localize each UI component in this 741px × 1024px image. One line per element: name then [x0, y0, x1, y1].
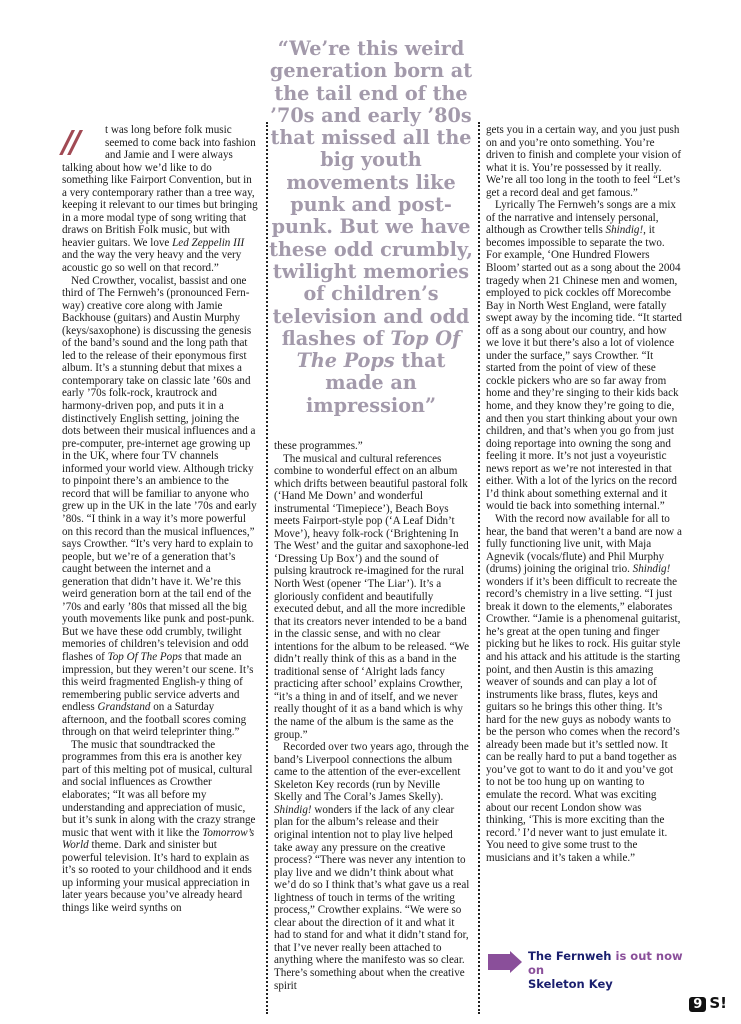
page-number: 9 [689, 997, 706, 1012]
pull-quote-text-1: “We’re this weird generation born at the tail end of the ’70s and early ’80s that missed all the big youth movements like punk and post-punk. But we have these odd crumbly, twilight memories of children’s television and odd flashes of [269, 37, 473, 350]
text-run: The music that soundtracked the programmes from this era is another key part of this melting pot of musical, cultural and social influences as Crowther elaborates; “It was all before my understanding and appreciation of music, but it’s sunk in along with the crazy strange music that went with it like the [62, 738, 256, 839]
text-run: wonders if the lack of any clear plan for the album’s release and their original intention not to play live helped take away any pressure on the creative process? “There was never any intention to play live and we didn’t think about what we’d do so I think that’s what gave us a real lightness of touch in terms of the writing process,” Crowther explains. “We were so clear about the direction of it and what it had to stand for and what it didn’t stand for, that I’ve never really been attached to anything where the manifesto was so clear. There’s something about when the creative spirit [274, 803, 470, 992]
pull-quote [268, 38, 474, 417]
text-run: Ned Crowther, vocalist, bassist and one third of The Fernweh’s (pronounced Fern-way) creative core along with Jamie Backhouse (guitars) and Austin Murphy (keys/saxophone) is discussing the genesis of the band’s sound and the long path that led to the release of their eponymous first album. It’s a stunning debut that mixes a contemporary take on classic late ’60s and early ’70s folk-rock, krautrock and harmony-driven pop, and puts it in a distinctively English setting, joining the dots between their musical influences and a pre-computer, pre-internet age growing up in the UK, where four TV channels informed your world view. Although tricky to pinpoint there’s an ambience to the record that will be familiar to anyone who grew up in the UK in the late ’70s and early ’80s. “I think in a way it’s more powerful on this record than the musical influences,” says Crowther. “It’s very hard to explain to people, but we’re of a generation that’s caught between the internet and a generation that didn’t have it. We’re this weird generation born at the tail end of the ’70s and early ’80s that missed all the big youth movements like punk and post-punk. But we have these odd crumbly, twilight memories of children’s television and odd flashes of [62, 274, 257, 663]
paragraph [62, 124, 258, 275]
magazine-logo: S! [709, 994, 727, 1012]
text-run: wonders if it’s been difficult to recreate the record’s chemistry in a live setting. “I just break it down to the elements,” elaborates Crowther. “Jamie is a phenomenal guitarist, he’s great at the open tuning and finger picking but he likes to rock. His guitar style and his attack and his attitude is the starting point, and then Austin is this amazing weaver of sounds and can play a lot of instruments like brass, flutes, keys and guitars so he brings this other thing. It’s hard for the new guys as nobody wants to be the person who comes when the record’s already been made but it’s settled now. It can be really hard to put a band together as you’ve got to want to do it and you’ve got to not be too hung up on wanting to emulate the record. What was exciting about our recent London show was thinking, ‘This is more exciting than the record.’ I’d never want to just emulate it. You need to give some trust to the musicians and it’s taken a while.” [486, 575, 681, 864]
availability-text [528, 949, 688, 991]
availability-callout [488, 949, 688, 991]
text-run: Recorded over two years ago, through the band’s Liverpool connections the album came to the attention of the ever-excellent Skeleton Key records (run by Neville Skelly and The Coral’s James Skelly). [274, 741, 469, 804]
label-name: Skeleton Key [528, 977, 613, 991]
text-run: Lyrically The Fernweh’s songs are a mix of the narrative and intensely personal, although as Crowther tells [486, 199, 676, 237]
magazine-name: Shindig! [632, 563, 671, 576]
tv-title: Grandstand [97, 701, 151, 714]
article-column-3 [486, 124, 682, 864]
article-column-2 [274, 440, 470, 992]
column-divider-2 [478, 122, 480, 1014]
paragraph: The musical and cultural references combine to wonderful effect on an album which drifts between beautiful pastoral folk (‘Hand Me Down’ and wonderful instrumental ‘Timepiece’), Beach Boys meets Fairport-style pop (‘A Leaf Didn’t Move’), heavy folk-rock (‘Brightening In The West’ and the guitar and saxophone-led ‘Dressing Up Box’) and the sound of pulsing krautrock re-imagined for the rural North West (opener ‘The Liar’). It’s a gloriously confident and beautifully executed debut, and all the more incredible that its creators never intended to be a band in the classic sense, and with no clear intentions for the album to be released. “We didn’t really think of this as a band in the traditional sense of ‘Alright lads fancy practicing after school’ explains Crowther, “it’s a thing in and of itself, and we never really thought of it as a band which is why the name of the album is the same as the group.” [274, 452, 470, 741]
paragraph [486, 199, 682, 513]
paragraph: gets you in a certain way, and you just push on and you’re onto something. You’re driven to finish and complete your vision of what it is. You’re possessed by it really. We’re all too long in the tooth to feel “Let’s get a record deal and get famous.” [486, 124, 682, 199]
availability-phrase: is out now on [528, 949, 683, 977]
text-run: that made an impression, but they weren’t our scene. It’s this weird fragmented English-y thing of remembering public service adverts and endless [62, 650, 254, 714]
arrow-right-icon [488, 951, 522, 973]
text-run: on a Saturday afternoon, and the football scores coming through on that weird teleprinter thing.” [62, 701, 247, 739]
text-run: With the record now available for all to hear, the band that weren’t a band are now a fully functioning live unit, with Maja Agnevik (vocals/flute) and Phil Murphy (drums) joining the original trio. [486, 512, 682, 576]
text-run: theme. Dark and sinister but powerful television. It’s hard to explain as it’s so rooted to your childhood and it ends up informing your musical appreciation in later years because you’ve already heard things like weird synths on [62, 839, 252, 914]
paragraph [62, 275, 258, 739]
paragraph [274, 741, 470, 992]
tv-title: Tomorrow’s World [62, 826, 255, 852]
text-run: and the way the very heavy and the very acoustic go so well on that record.” [62, 249, 242, 275]
drop-cap-space [62, 124, 105, 158]
pull-quote-text-2: that made an impression” [305, 349, 446, 417]
magazine-name: Shindig! [605, 224, 644, 237]
magazine-name: Shindig! [274, 803, 312, 816]
drop-mark: // [62, 125, 78, 160]
pull-quote-italic: Top Of The Pops [296, 326, 461, 373]
paragraph [486, 513, 682, 864]
album-title: Led Zeppelin III [172, 236, 245, 249]
band-name: The Fernweh [528, 949, 612, 963]
column-divider-1 [266, 122, 268, 1014]
paragraph [62, 739, 258, 915]
text-run: t was long before folk music seemed to come back into fashion and Jamie and I were always talking about how we’d like to do something like Fairport Convention, but in a very contemporary rather than a tree way, keeping it relevant to our times but bringing in a more modal type of song writing that draws on British Folk music, but with heavier guitars. We love [62, 124, 258, 249]
tv-title: Top Of The Pops [107, 650, 183, 663]
text-run: , it becomes impossible to separate the two. For example, ‘One Hundred Flowers Bloom’ started out as a song about the 2004 tragedy when 21 Chinese men and women, employed to pick cockles off Morecombe Bay in North West England, were fatally swept away by the incoming tide. “It started off as a song about our country, and how we love it but there’s also a lot of violence under the surface,” says Crowther. “It started from the point of view of these cockle pickers who are so far away from home and they’re singing to their kids back home, and they know they’re going to die, and then you start thinking about your own children, and that’s when you go from just doing reportage into owning the song and feeling it more. It’s not just a voyeuristic news report as we’re not interested in that either. With a lot of the lyrics on the record I’d think about something external and it would tie back into something internal.” [486, 224, 682, 513]
article-column-1 [62, 124, 258, 914]
page-footer [689, 993, 727, 1012]
paragraph: these programmes.” [274, 440, 363, 452]
